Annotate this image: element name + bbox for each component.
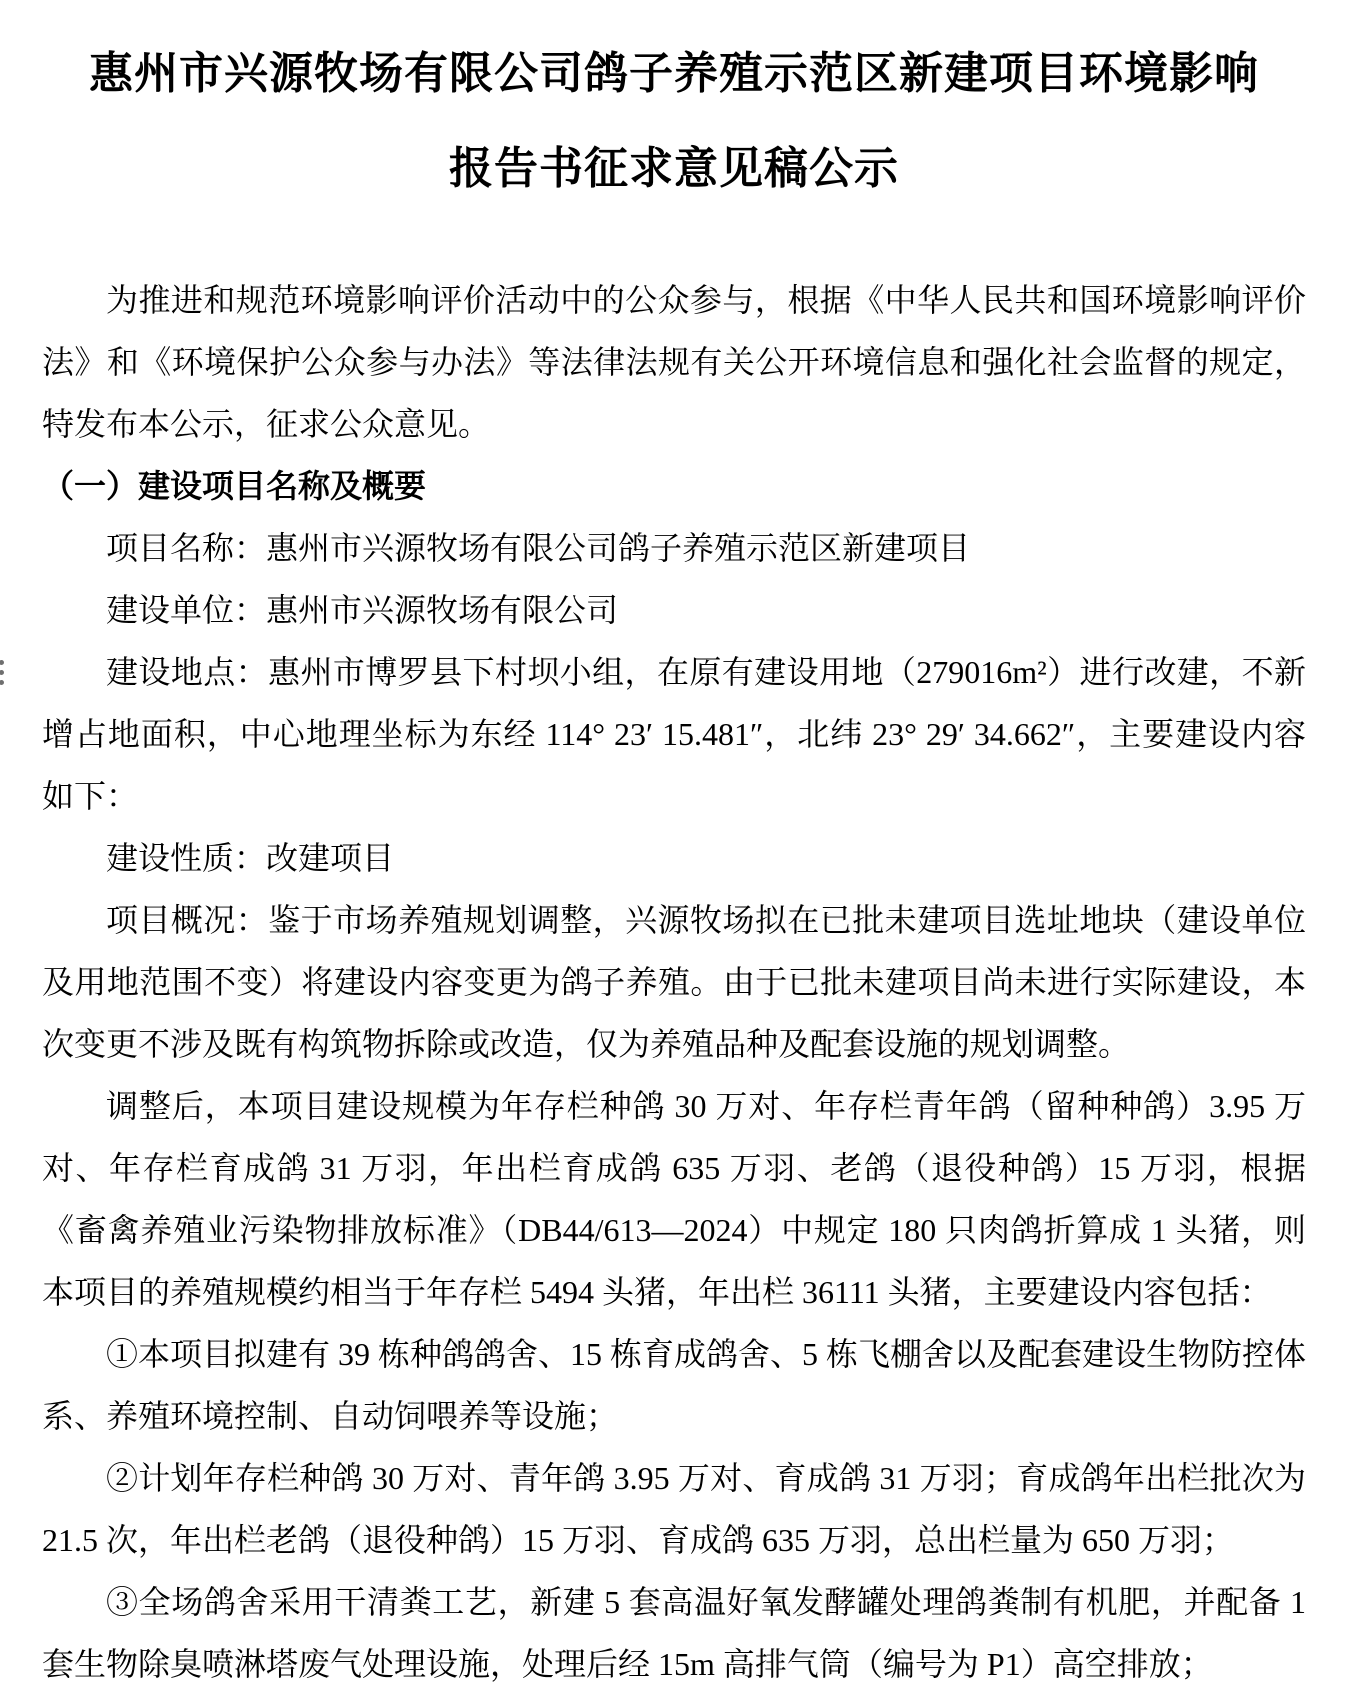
paragraph-project-overview: 项目概况：鉴于市场养殖规划调整，兴源牧场拟在已批未建项目选址地块（建设单位及用地范围不变）将建设内容变更为鸽子养殖。由于已批未建项目尚未进行实际建设，本次变更不涉及既有构筑物拆除或改造，仅为养殖品种及配套设施的规划调整。 [42,902,1306,1062]
paragraph-construction-site: 建设地点：惠州市博罗县下村坝小组，在原有建设用地（279016m²）进行改建，不新增占地面积，中心地理坐标为东经 114° 23′ 15.481″，北纬 23° 29′ 34.662″，主要建设内容如下： [42,654,1306,814]
paragraph-construction-unit: 建设单位：惠州市兴源牧场有限公司 [106,592,619,628]
vertical-dots-marker [0,660,6,690]
document-title [42,26,1306,216]
paragraph-project-name: 项目名称：惠州市兴源牧场有限公司鸽子养殖示范区新建项目 [106,530,971,566]
dot-icon [0,680,4,685]
dot-icon [0,660,4,665]
paragraph-intro: 为推进和规范环境影响评价活动中的公众参与，根据《中华人民共和国环境影响评价法》和《环境保护公众参与办法》等法律法规有关公开环境信息和强化社会监督的规定，特发布本公示，征求公众意见。 [42,282,1306,442]
paragraph-build-item-1: ①本项目拟建有 39 栋种鸽鸽舍、15 栋育成鸽舍、5 栋飞棚舍以及配套建设生物防控体系、养殖环境控制、自动饲喂养等设施； [42,1336,1307,1434]
document-title-line-2: 报告书征求意见稿公示 [449,144,899,193]
paragraph-build-item-2: ②计划年存栏种鸽 30 万对、青年鸽 3.95 万对、育成鸽 31 万羽；育成鸽年出栏批次为 21.5 次，年出栏老鸽（退役种鸽）15 万羽、育成鸽 635 万羽，总出栏量为 650 万羽； [42,1460,1306,1558]
document-title-line-1: 惠州市兴源牧场有限公司鸽子养殖示范区新建项目环境影响 [89,49,1259,98]
section-heading-project-name-and-summary: （一）建设项目名称及概要 [42,468,427,504]
dot-icon [0,670,4,675]
paragraph-build-item-3: ③全场鸽舍采用干清粪工艺，新建 5 套高温好氧发酵罐处理鸽粪制有机肥，并配备 1 套生物除臭喷淋塔废气处理设施，处理后经 15m 高排气筒（编号为 P1）高空排放； [42,1584,1306,1682]
paragraph-construction-nature: 建设性质：改建项目 [106,840,395,876]
paragraph-adjusted-scale: 调整后，本项目建设规模为年存栏种鸽 30 万对、年存栏青年鸽（留种种鸽）3.95 万对、年存栏育成鸽 31 万羽，年出栏育成鸽 635 万羽、老鸽（退役种鸽）15 万羽，根据《畜禽养殖业污染物排放标准》（DB44/613—2024）中规定 180 只肉鸽折算成 1 头猪，则本项目的养殖规模约相当于年存栏 5494 头猪，年出栏 36111 头猪，主要建设内容包括： [42,1088,1306,1310]
